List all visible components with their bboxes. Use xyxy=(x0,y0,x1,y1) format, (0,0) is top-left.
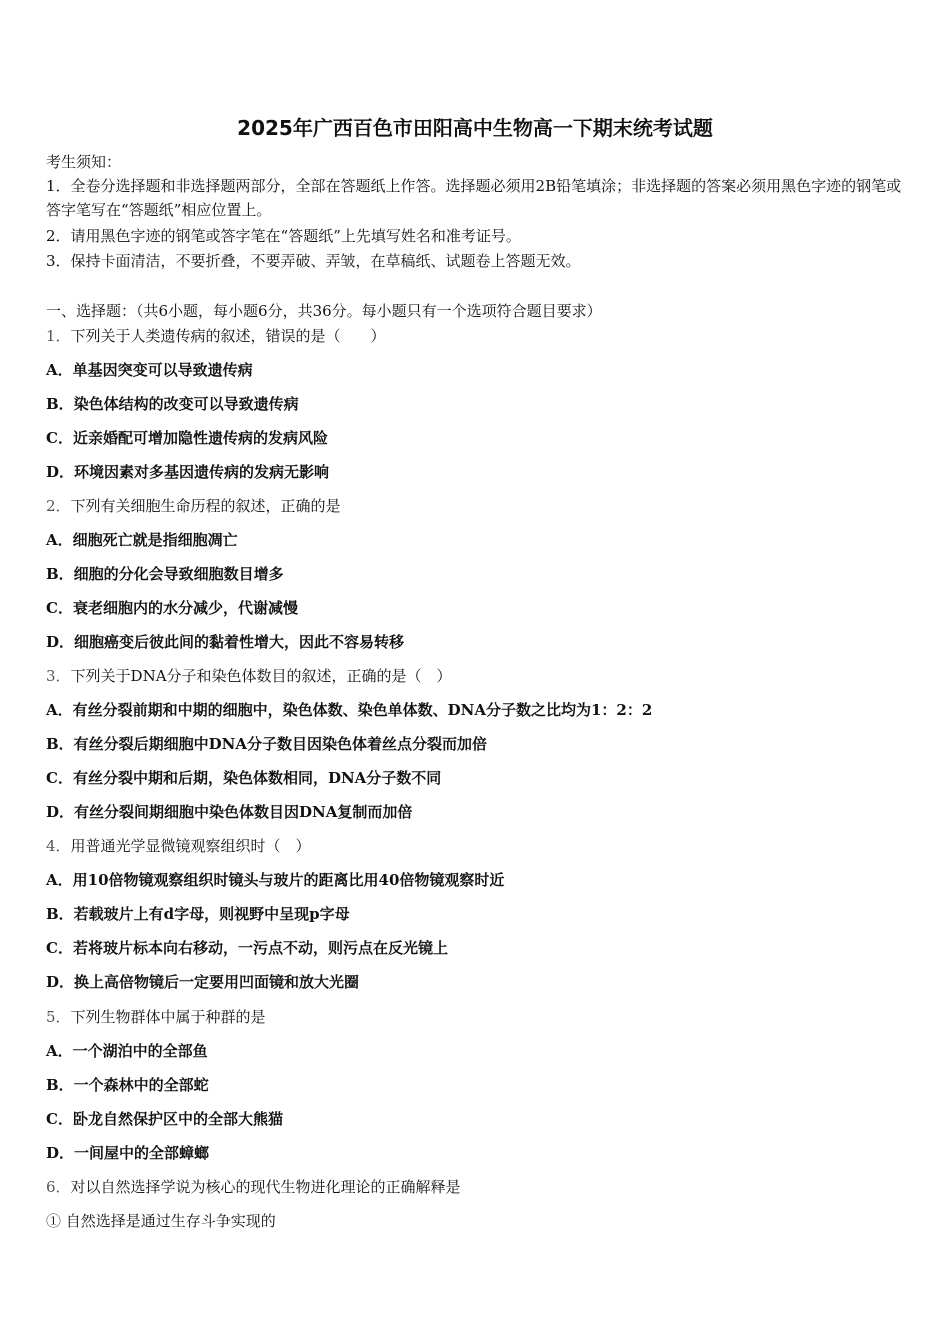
question-6 xyxy=(46,1175,902,1199)
q4-option-b: B．若载玻片上有d字母，则视野中呈现p字母 xyxy=(46,905,350,923)
notice-heading: 考生须知： xyxy=(46,153,122,171)
q3-option-d: D．有丝分裂间期细胞中染色体数目因DNA复制而加倍 xyxy=(46,803,413,821)
q4-option-c: C．若将玻片标本向右移动，一污点不动，则污点在反光镜上 xyxy=(46,939,448,957)
question-4 xyxy=(46,834,902,858)
q1-option-b: B．染色体结构的改变可以导致遗传病 xyxy=(46,395,299,413)
question-number: 2． xyxy=(46,497,71,515)
q3-option-a: A．有丝分裂前期和中期的细胞中，染色体数、染色单体数、DNA分子数之比均为1：2：2 xyxy=(46,701,653,719)
question-number: 3． xyxy=(46,667,71,685)
q5-option-b: B．一个森林中的全部蛇 xyxy=(46,1076,209,1094)
q2-option-d: D．细胞癌变后彼此间的黏着性增大，因此不容易转移 xyxy=(46,633,405,651)
question-3 xyxy=(46,664,902,688)
q1-option-a: A．单基因突变可以导致遗传病 xyxy=(46,361,253,379)
q1-option-d: D．环境因素对多基因遗传病的发病无影响 xyxy=(46,463,330,481)
question-1 xyxy=(46,324,902,348)
notice-item-1: 1．全卷分选择题和非选择题两部分，全部在答题纸上作答。选择题必须用2B铅笔填涂；非选择题的答案必须用黑色字迹的钢笔或答字笔写在“答题纸”相应位置上。 xyxy=(46,177,902,219)
question-5 xyxy=(46,1005,902,1029)
question-text: 下列生物群体中属于种群的是 xyxy=(70,1008,266,1026)
question-text: 用普通光学显微镜观察组织时（ ） xyxy=(70,837,311,855)
question-text: 下列有关细胞生命历程的叙述，正确的是 xyxy=(70,497,341,515)
q1-option-c: C．近亲婚配可增加隐性遗传病的发病风险 xyxy=(46,429,328,447)
section-heading: 一、选择题：（共6小题，每小题6分，共36分。每小题只有一个选项符合题目要求） xyxy=(46,302,602,320)
q2-option-b: B．细胞的分化会导致细胞数目增多 xyxy=(46,565,284,583)
question-text: 下列关于DNA分子和染色体数目的叙述，正确的是（ ） xyxy=(70,667,452,685)
q4-option-d: D．换上高倍物镜后一定要用凹面镜和放大光圈 xyxy=(46,973,360,991)
page-title: 2025年广西百色市田阳高中生物高一下期末统考试题 xyxy=(237,116,713,140)
notice-item-2: 2．请用黑色字迹的钢笔或答字笔在“答题纸”上先填写姓名和准考证号。 xyxy=(46,227,521,245)
question-number: 4． xyxy=(46,837,71,855)
question-number: 5． xyxy=(46,1008,71,1026)
question-text: 下列关于人类遗传病的叙述，错误的是（ ） xyxy=(70,327,386,345)
question-text: 对以自然选择学说为核心的现代生物进化理论的正确解释是 xyxy=(70,1178,461,1196)
q4-option-a: A．用10倍物镜观察组织时镜头与玻片的距离比用40倍物镜观察时近 xyxy=(46,871,505,889)
question-number: 6． xyxy=(46,1178,71,1196)
q5-option-c: C．卧龙自然保护区中的全部大熊猫 xyxy=(46,1110,283,1128)
q2-option-a: A．细胞死亡就是指细胞凋亡 xyxy=(46,531,238,549)
question-number: 1． xyxy=(46,327,71,345)
question-2 xyxy=(46,494,902,518)
q5-option-a: A．一个湖泊中的全部鱼 xyxy=(46,1042,208,1060)
q6-statement-1: ① 自然选择是通过生存斗争实现的 xyxy=(46,1212,276,1230)
q5-option-d: D．一间屋中的全部蟑螂 xyxy=(46,1144,210,1162)
notice-item-3: 3．保持卡面清洁，不要折叠，不要弄破、弄皱，在草稿纸、试题卷上答题无效。 xyxy=(46,252,581,270)
q3-option-b: B．有丝分裂后期细胞中DNA分子数目因染色体着丝点分裂而加倍 xyxy=(46,735,488,753)
q2-option-c: C．衰老细胞内的水分减少，代谢减慢 xyxy=(46,599,298,617)
q3-option-c: C．有丝分裂中期和后期，染色体数相同，DNA分子数不同 xyxy=(46,769,442,787)
